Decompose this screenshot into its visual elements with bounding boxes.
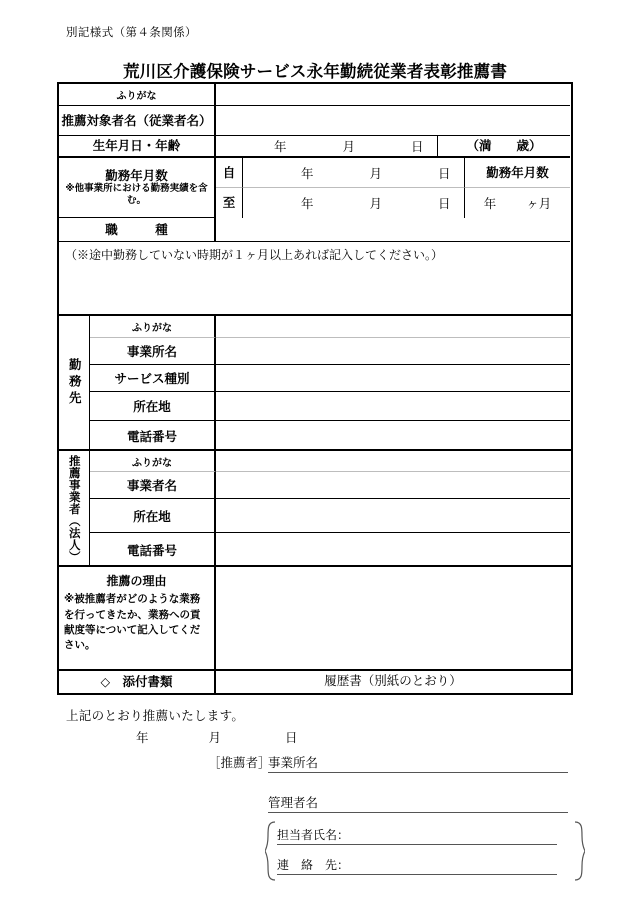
- service-years-label-group: [59, 158, 216, 218]
- manager-name-field[interactable]: 管理者名: [268, 793, 568, 813]
- to-date-value[interactable]: [243, 188, 465, 218]
- reason-note: ※被推薦者がどのような業務を行ってきたか、業務への貢献度等について記入してください。: [64, 593, 201, 652]
- workplace-phone-label: 電話番号: [90, 421, 216, 451]
- from-date-value[interactable]: [243, 158, 465, 188]
- recommender-address-label: 所在地: [90, 499, 216, 533]
- table-row: [90, 533, 571, 567]
- table-row: [90, 472, 571, 499]
- total-year-unit: 年: [483, 196, 497, 211]
- nominee-name-value[interactable]: [216, 106, 570, 136]
- birth-label: 生年月日・年齢: [59, 136, 216, 158]
- recommender-furigana-value[interactable]: [216, 451, 570, 472]
- total-service-value[interactable]: [465, 188, 570, 218]
- table-row: [90, 392, 571, 421]
- workplace-rows: [90, 316, 571, 449]
- reason-value[interactable]: [216, 567, 570, 669]
- workplace-office-name-label: 事業所名: [90, 338, 216, 365]
- table-block-workplace: [59, 316, 571, 451]
- to-day-unit: 日: [438, 196, 451, 211]
- workplace-service-type-label: サービス種別: [90, 365, 216, 392]
- from-month-unit: 月: [369, 165, 383, 181]
- service-years-label: 勤務年月数: [105, 167, 168, 183]
- table-row: [90, 338, 571, 365]
- table-row: [90, 421, 571, 451]
- service-period-from-row: [216, 158, 570, 188]
- table-block-reason: [59, 567, 571, 671]
- furigana-value[interactable]: [216, 84, 570, 106]
- workplace-office-name-value[interactable]: [216, 338, 570, 365]
- workplace-service-type-value[interactable]: [216, 365, 570, 392]
- contact-person-field[interactable]: 担当者氏名：: [277, 826, 557, 845]
- submission-month-unit: 月: [208, 730, 222, 745]
- from-day-unit: 日: [438, 165, 451, 181]
- recommendation-table: [57, 82, 573, 695]
- to-month-unit: 月: [369, 196, 383, 211]
- table-row-nominee-name: [59, 106, 571, 136]
- workplace-furigana-value[interactable]: [216, 316, 570, 338]
- attachment-label: ◇ 添付書類: [59, 671, 216, 693]
- age-value[interactable]: （満 歳）: [438, 136, 570, 158]
- recommender-furigana-label: ふりがな: [90, 451, 216, 472]
- nominee-name-label: 推薦対象者名（従業者名）: [59, 106, 216, 136]
- total-service-label: 勤務年月数: [465, 158, 570, 188]
- recommender-phone-value[interactable]: [216, 533, 570, 567]
- table-block-recommender: [59, 451, 571, 567]
- table-row: [90, 365, 571, 392]
- workplace-vertical-label: 勤務先: [59, 316, 90, 449]
- job-type-value[interactable]: [216, 218, 570, 242]
- reason-title: 推薦の理由: [106, 574, 167, 588]
- workplace-address-value[interactable]: [216, 392, 570, 421]
- job-type-label: 職 種: [59, 218, 216, 242]
- attachment-value: 履歴書（別紙のとおり）: [324, 674, 462, 689]
- workplace-phone-value[interactable]: [216, 421, 570, 451]
- page-title: 荒川区介護保険サービス永年勤続従業者表彰推薦書: [122, 62, 508, 81]
- birth-date-value[interactable]: [216, 136, 438, 158]
- recommender-vertical-label: 推薦事業者（法人）: [59, 451, 90, 565]
- furigana-label: ふりがな: [59, 84, 216, 106]
- table-row: [90, 499, 571, 533]
- workplace-address-label: 所在地: [90, 392, 216, 421]
- recommender-address-value[interactable]: [216, 499, 570, 533]
- table-row: [90, 316, 571, 338]
- to-year-unit: 年: [301, 196, 314, 211]
- from-label: 自: [216, 158, 243, 188]
- service-period-to-row: [216, 188, 570, 218]
- recommender-phone-label: 電話番号: [90, 533, 216, 567]
- total-month-unit: ヶ月: [526, 196, 552, 211]
- table-row-job-type: [59, 218, 571, 242]
- form-number: 別記様式（第４条関係）: [66, 27, 197, 39]
- recommender-entity-name-value[interactable]: [216, 472, 570, 499]
- contact-brace-group: [265, 820, 585, 882]
- from-year-unit: 年: [301, 165, 314, 181]
- service-period-grid: [216, 158, 570, 218]
- submission-date[interactable]: [136, 728, 298, 746]
- birth-day-unit: 日: [411, 139, 424, 154]
- contact-field[interactable]: 連 絡 先：: [277, 856, 557, 875]
- statement-text: 上記のとおり推薦いたします。: [66, 709, 245, 723]
- table-row-furigana: [59, 84, 571, 106]
- service-years-note: ※他事業所における勤務実績を含む。: [65, 183, 208, 207]
- table-row: [90, 451, 571, 472]
- reason-label-group: [59, 567, 216, 669]
- submission-year-unit: 年: [136, 730, 149, 745]
- gap-note-text: （※途中勤務していない時期が１ヶ月以上あれば記入してください。）: [65, 248, 444, 262]
- recommender-rows: [90, 451, 571, 565]
- workplace-furigana-label: ふりがな: [90, 316, 216, 338]
- to-label: 至: [216, 188, 243, 218]
- recommender-tag: ［推薦者］: [208, 755, 271, 770]
- recommender-entity-name-label: 事業者名: [90, 472, 216, 499]
- birth-year-unit: 年: [274, 139, 287, 154]
- birth-month-unit: 月: [342, 139, 356, 154]
- table-row-birth-age: [59, 136, 571, 158]
- table-row-service-years: [59, 158, 571, 218]
- table-row-attachment: [59, 671, 571, 693]
- table-row-gap-note[interactable]: [59, 242, 571, 316]
- office-name-field[interactable]: 事業所名: [268, 753, 568, 773]
- submission-day-unit: 日: [285, 730, 298, 745]
